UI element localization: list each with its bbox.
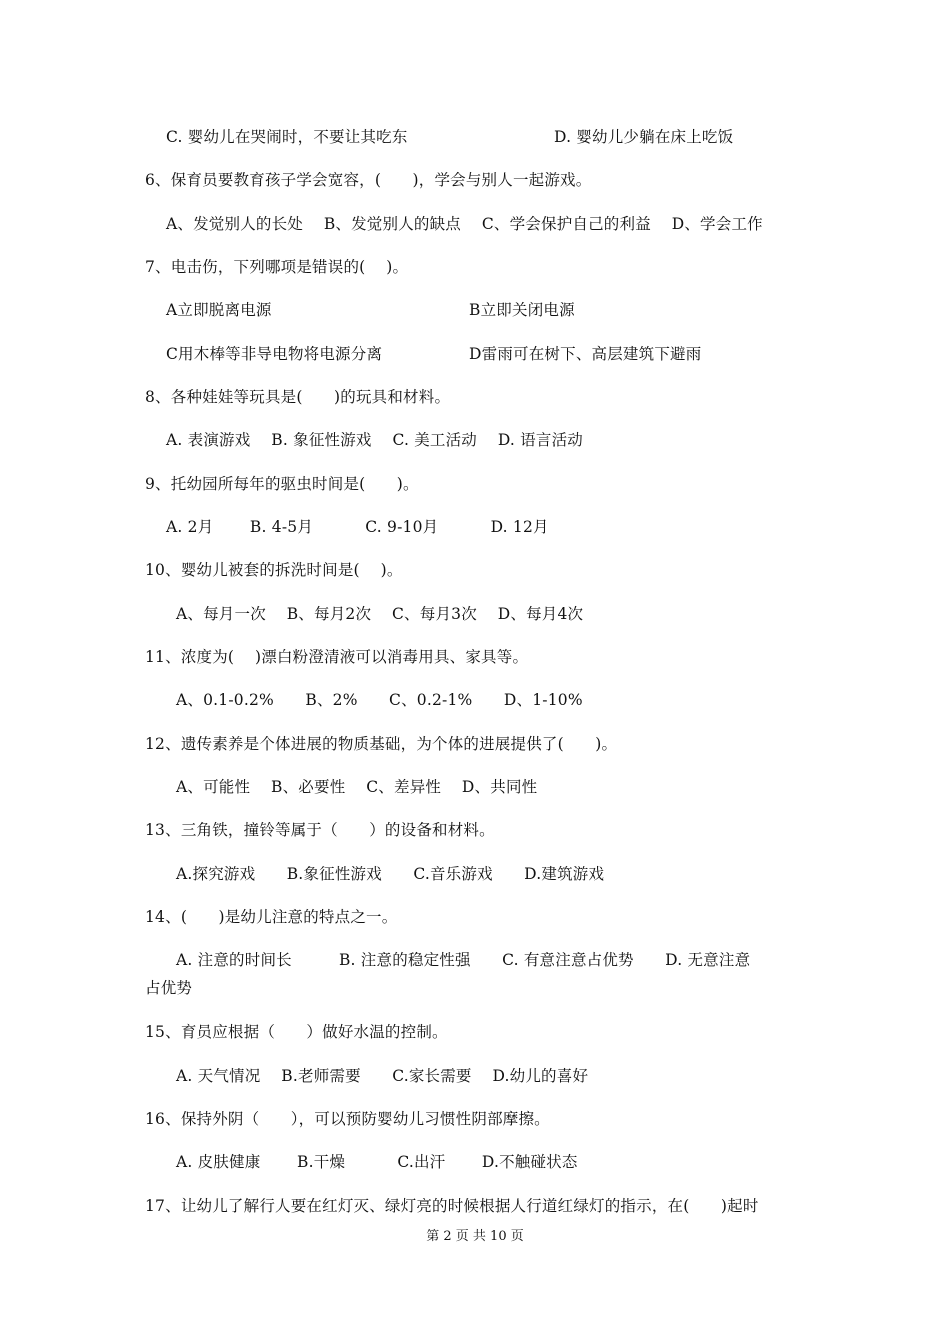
page-footer: 第 2 页 共 10 页 <box>426 1229 524 1244</box>
q10-stem: 10、婴幼儿被套的拆洗时间是( )。 <box>145 561 403 579</box>
q8-stem: 8、各种娃娃等玩具是( )的玩具和材料。 <box>145 388 451 406</box>
q12-stem: 12、遗传素养是个体进展的物质基础，为个体的进展提供了( )。 <box>145 735 618 753</box>
q7-option-d: D雷雨可在树下、高层建筑下避雨 <box>469 345 702 363</box>
q15-options: A. 天气情况 B.老师需要 C.家长需要 D.幼儿的喜好 <box>176 1067 589 1085</box>
q9-stem: 9、托幼园所每年的驱虫时间是( )。 <box>145 475 419 493</box>
q9-options: A. 2月 B. 4-5月 C. 9-10月 D. 12月 <box>166 518 549 536</box>
q6-options: A、发觉别人的长处 B、发觉别人的缺点 C、学会保护自己的利益 D、学会工作 <box>166 215 763 233</box>
q11-options: A、0.1-0.2% B、2% C、0.2-1% D、1-10% <box>176 691 583 709</box>
q12-options: A、可能性 B、必要性 C、差异性 D、共同性 <box>176 778 538 796</box>
q7-option-a: A立即脱离电源 <box>166 301 272 319</box>
q17-stem: 17、让幼儿了解行人要在红灯灭、绿灯亮的时候根据人行道红绿灯的指示，在( )起时 <box>145 1197 759 1215</box>
q11-stem: 11、浓度为( )漂白粉澄清液可以消毒用具、家具等。 <box>145 648 529 666</box>
q10-options: A、每月一次 B、每月2次 C、每月3次 D、每月4次 <box>176 605 584 623</box>
q7-option-c: C用木棒等非导电物将电源分离 <box>166 345 383 363</box>
q15-stem: 15、育员应根据（ ）做好水温的控制。 <box>145 1023 448 1041</box>
q5-option-c: C. 婴幼儿在哭闹时，不要让其吃东 <box>166 128 408 146</box>
q13-stem: 13、三角铁，撞铃等属于（ ）的设备和材料。 <box>145 821 495 839</box>
q8-options: A. 表演游戏 B. 象征性游戏 C. 美工活动 D. 语言活动 <box>166 431 583 449</box>
q7-option-b: B立即关闭电源 <box>469 301 575 319</box>
q5-option-d: D. 婴幼儿少躺在床上吃饭 <box>554 128 734 146</box>
q13-options: A.探究游戏 B.象征性游戏 C.音乐游戏 D.建筑游戏 <box>176 865 605 883</box>
q16-stem: 16、保持外阴（ ），可以预防婴幼儿习惯性阴部摩擦。 <box>145 1110 550 1128</box>
q14-options-line2: 占优势 <box>145 979 193 997</box>
q14-options-line1: A. 注意的时间长 B. 注意的稳定性强 C. 有意注意占优势 D. 无意注意 <box>176 951 751 969</box>
q16-options: A. 皮肤健康 B.干燥 C.出汗 D.不触碰状态 <box>176 1153 578 1171</box>
q6-stem: 6、保育员要教育孩子学会宽容，( )，学会与别人一起游戏。 <box>145 171 592 189</box>
q14-stem: 14、( )是幼儿注意的特点之一。 <box>145 908 398 926</box>
q7-stem: 7、电击伤，下列哪项是错误的( )。 <box>145 258 409 276</box>
